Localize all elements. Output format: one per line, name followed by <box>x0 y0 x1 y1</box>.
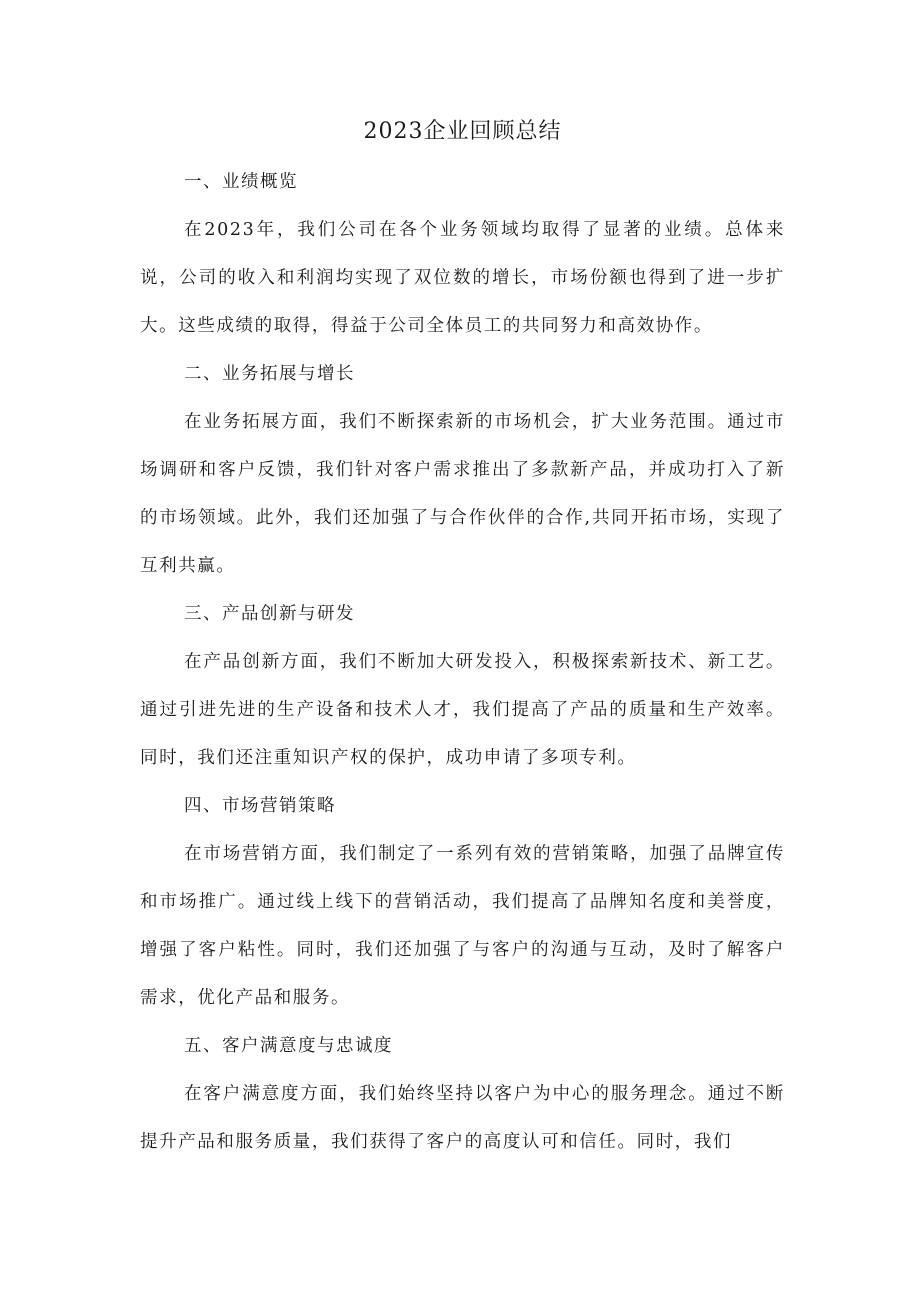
section-product-innovation <box>140 590 785 782</box>
document-title: 2023企业回顾总结 <box>363 119 562 144</box>
section-paragraph: 在客户满意度方面，我们始终坚持以客户为中心的服务理念。通过不断提升产品和服务质量，我们获得了客户的高度认可和信任。同时，我们 <box>140 1084 785 1152</box>
section-customer-satisfaction <box>140 1022 785 1166</box>
document-page <box>140 112 785 1166</box>
section-heading: 五、客户满意度与忠诚度 <box>184 1036 393 1056</box>
section-heading: 二、业务拓展与增长 <box>184 364 355 384</box>
section-performance-overview <box>140 158 785 350</box>
section-marketing-strategy <box>140 782 785 1022</box>
section-heading: 四、市场营销策略 <box>184 796 336 816</box>
section-heading: 三、产品创新与研发 <box>184 604 355 624</box>
section-paragraph: 在市场营销方面，我们制定了一系列有效的营销策略，加强了品牌宣传和市场推广。通过线上线下的营销活动，我们提高了品牌知名度和美誉度，增强了客户粘性。同时，我们还加强了与客户的沟通与互动，及时了解客户需求，优化产品和服务。 <box>140 844 785 1008</box>
section-paragraph: 在业务拓展方面，我们不断探索新的市场机会，扩大业务范围。通过市场调研和客户反馈，我们针对客户需求推出了多款新产品，并成功打入了新的市场领域。此外，我们还加强了与合作伙伴的合作,共同开拓市场，实现了互利共赢。 <box>140 412 785 576</box>
section-paragraph: 在产品创新方面，我们不断加大研发投入，积极探索新技术、新工艺。通过引进先进的生产设备和技术人才，我们提高了产品的质量和生产效率。同时，我们还注重知识产权的保护，成功申请了多项专利。 <box>140 652 785 768</box>
section-business-expansion <box>140 350 785 590</box>
section-heading: 一、业绩概览 <box>184 172 298 192</box>
section-paragraph: 在2023年，我们公司在各个业务领域均取得了显著的业绩。总体来说，公司的收入和利润均实现了双位数的增长，市场份额也得到了进一步扩大。这些成绩的取得，得益于公司全体员工的共同努力和高效协作。 <box>140 220 785 336</box>
